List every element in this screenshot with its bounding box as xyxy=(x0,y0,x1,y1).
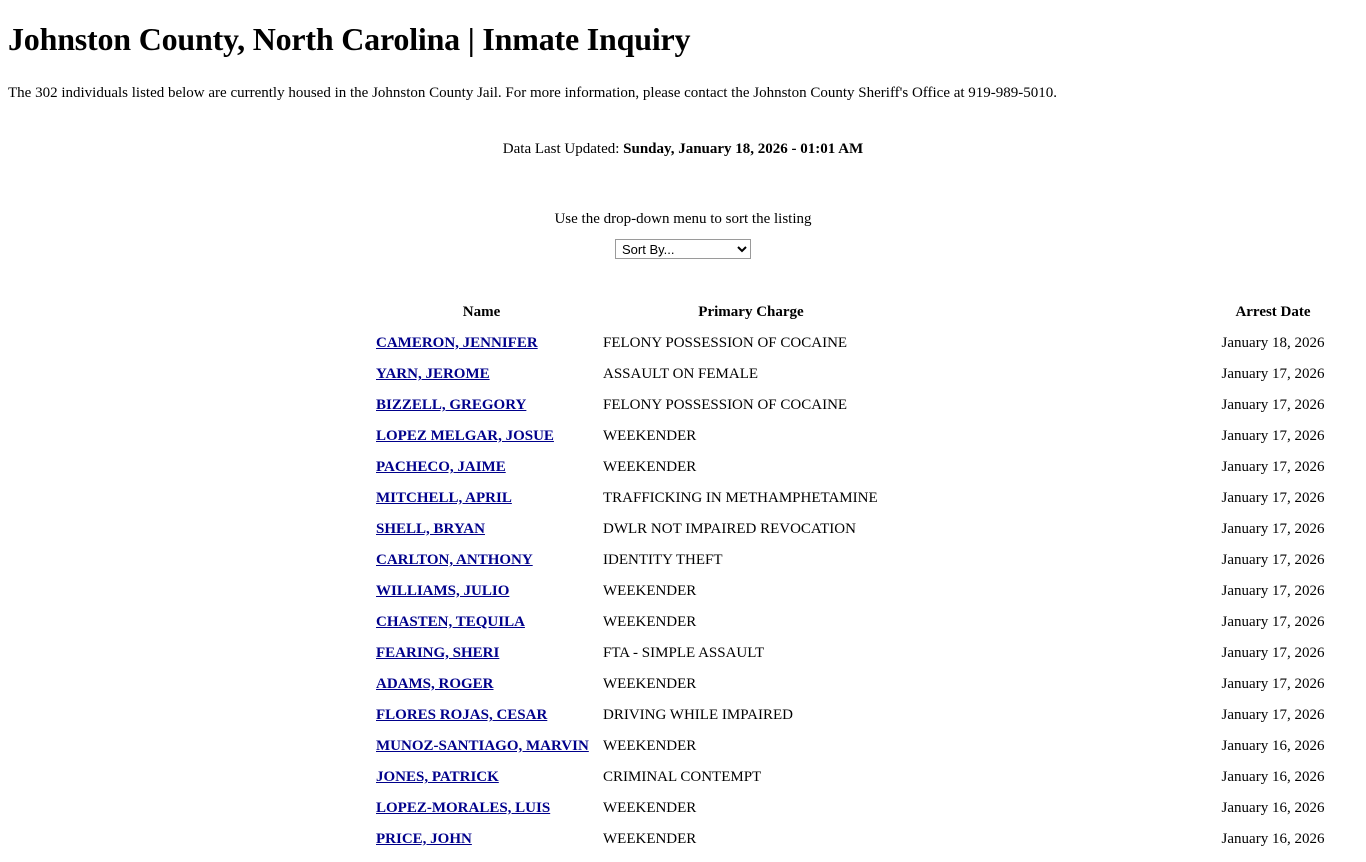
row-spacer-left xyxy=(8,544,368,575)
row-spacer-right xyxy=(899,575,1188,606)
cell-inmate-name xyxy=(368,482,595,513)
row-spacer-left xyxy=(8,327,368,358)
row-spacer-left xyxy=(8,823,368,854)
inmate-name-link[interactable]: CAMERON, JENNIFER xyxy=(376,334,538,351)
row-spacer-mid xyxy=(595,761,603,792)
header-name: Name xyxy=(462,303,501,320)
row-spacer-right xyxy=(899,668,1188,699)
cell-arrest-date: January 16, 2026 xyxy=(1221,737,1325,754)
table-row xyxy=(8,513,1358,544)
page-title: Johnston County, North Carolina | Inmate Inquiry xyxy=(8,21,691,57)
cell-primary-charge: WEEKENDER xyxy=(603,613,697,630)
cell-inmate-name xyxy=(368,730,595,761)
table-row xyxy=(8,389,1358,420)
cell-arrest-date: January 17, 2026 xyxy=(1221,613,1325,630)
row-spacer-right xyxy=(899,761,1188,792)
row-spacer-mid xyxy=(595,482,603,513)
table-row xyxy=(8,482,1358,513)
row-spacer-right xyxy=(899,823,1188,854)
cell-arrest-date: January 17, 2026 xyxy=(1221,644,1325,661)
cell-arrest-date: January 17, 2026 xyxy=(1221,520,1325,537)
row-spacer-right xyxy=(899,451,1188,482)
inmate-name-link[interactable]: MITCHELL, APRIL xyxy=(376,489,512,506)
row-spacer-left xyxy=(8,389,368,420)
table-row xyxy=(8,730,1358,761)
intro-text: The 302 individuals listed below are currently housed in the Johnston County Jail. For more information, please contact the Johnston County Sheriff's Office at 919-989-5010. xyxy=(8,84,1058,101)
inmate-name-link[interactable]: LOPEZ-MORALES, LUIS xyxy=(376,799,551,816)
cell-primary-charge: TRAFFICKING IN METHAMPHETAMINE xyxy=(603,489,878,506)
cell-inmate-name xyxy=(368,699,595,730)
row-spacer-right xyxy=(899,420,1188,451)
inmate-name-link[interactable]: MUNOZ-SANTIAGO, MARVIN xyxy=(376,737,589,754)
row-spacer-left xyxy=(8,513,368,544)
cell-inmate-name xyxy=(368,513,595,544)
table-row xyxy=(8,761,1358,792)
row-spacer-mid xyxy=(595,730,603,761)
table-row xyxy=(8,420,1358,451)
cell-primary-charge: CRIMINAL CONTEMPT xyxy=(603,768,762,785)
cell-inmate-name xyxy=(368,451,595,482)
table-row xyxy=(8,637,1358,668)
inmate-name-link[interactable]: CHASTEN, TEQUILA xyxy=(376,613,525,630)
table-row xyxy=(8,668,1358,699)
cell-inmate-name xyxy=(368,823,595,854)
cell-primary-charge: DWLR NOT IMPAIRED REVOCATION xyxy=(603,520,856,537)
inmate-name-link[interactable]: FLORES ROJAS, CESAR xyxy=(376,706,548,723)
row-spacer-left xyxy=(8,699,368,730)
sort-by-select[interactable] xyxy=(615,239,751,259)
cell-arrest-date: January 17, 2026 xyxy=(1221,396,1325,413)
cell-arrest-date: January 16, 2026 xyxy=(1221,830,1325,847)
row-spacer-mid xyxy=(595,358,603,389)
row-spacer-right xyxy=(899,389,1188,420)
row-spacer-left xyxy=(8,451,368,482)
row-spacer-mid xyxy=(595,699,603,730)
cell-inmate-name xyxy=(368,358,595,389)
row-spacer-mid xyxy=(595,575,603,606)
row-spacer-left xyxy=(8,575,368,606)
table-body xyxy=(8,327,1358,854)
cell-inmate-name xyxy=(368,668,595,699)
cell-primary-charge: WEEKENDER xyxy=(603,675,697,692)
table-row xyxy=(8,606,1358,637)
row-spacer-left xyxy=(8,761,368,792)
table-row xyxy=(8,358,1358,389)
row-spacer-right xyxy=(899,637,1188,668)
row-spacer-mid xyxy=(595,637,603,668)
row-spacer-left xyxy=(8,730,368,761)
row-spacer-right xyxy=(899,699,1188,730)
cell-primary-charge: WEEKENDER xyxy=(603,582,697,599)
inmate-name-link[interactable]: LOPEZ MELGAR, JOSUE xyxy=(376,427,554,444)
cell-arrest-date: January 17, 2026 xyxy=(1221,489,1325,506)
row-spacer-left xyxy=(8,358,368,389)
row-spacer-mid xyxy=(595,823,603,854)
cell-arrest-date: January 17, 2026 xyxy=(1221,427,1325,444)
header-primary-charge: Primary Charge xyxy=(698,303,804,320)
header-arrest-date: Arrest Date xyxy=(1235,303,1311,320)
cell-primary-charge: WEEKENDER xyxy=(603,427,697,444)
cell-inmate-name xyxy=(368,761,595,792)
inmate-name-link[interactable]: WILLIAMS, JULIO xyxy=(376,582,510,599)
table-row xyxy=(8,823,1358,854)
sort-hint-text: Use the drop-down menu to sort the listing xyxy=(554,210,812,227)
row-spacer-mid xyxy=(595,668,603,699)
row-spacer-right xyxy=(899,482,1188,513)
cell-arrest-date: January 17, 2026 xyxy=(1221,458,1325,475)
row-spacer-right xyxy=(899,730,1188,761)
header-spacer-mid xyxy=(595,303,603,327)
row-spacer-left xyxy=(8,668,368,699)
cell-arrest-date: January 17, 2026 xyxy=(1221,365,1325,382)
table-row xyxy=(8,575,1358,606)
cell-arrest-date: January 17, 2026 xyxy=(1221,706,1325,723)
row-spacer-mid xyxy=(595,389,603,420)
cell-inmate-name xyxy=(368,389,595,420)
inmate-name-link[interactable]: PACHECO, JAIME xyxy=(376,458,506,475)
cell-inmate-name xyxy=(368,792,595,823)
row-spacer-right xyxy=(899,606,1188,637)
inmate-name-link[interactable]: PRICE, JOHN xyxy=(376,830,472,847)
row-spacer-mid xyxy=(595,606,603,637)
cell-primary-charge: WEEKENDER xyxy=(603,458,697,475)
cell-arrest-date: January 17, 2026 xyxy=(1221,675,1325,692)
table-row xyxy=(8,451,1358,482)
cell-primary-charge: WEEKENDER xyxy=(603,737,697,754)
row-spacer-mid xyxy=(595,544,603,575)
inmate-name-link[interactable]: JONES, PATRICK xyxy=(376,768,499,785)
cell-primary-charge: IDENTITY THEFT xyxy=(603,551,723,568)
cell-primary-charge: ASSAULT ON FEMALE xyxy=(603,365,759,382)
row-spacer-left xyxy=(8,792,368,823)
last-updated-line xyxy=(8,140,1358,158)
row-spacer-left xyxy=(8,420,368,451)
row-spacer-right xyxy=(899,792,1188,823)
row-spacer-right xyxy=(899,544,1188,575)
inmate-table xyxy=(8,303,1358,854)
inmate-name-link[interactable]: SHELL, BRYAN xyxy=(376,520,485,537)
table-row xyxy=(8,327,1358,358)
cell-primary-charge: DRIVING WHILE IMPAIRED xyxy=(603,706,793,723)
cell-inmate-name xyxy=(368,575,595,606)
table-header xyxy=(8,303,1358,327)
table-header-row xyxy=(8,303,1358,327)
cell-primary-charge: FELONY POSSESSION OF COCAINE xyxy=(603,334,848,351)
cell-inmate-name xyxy=(368,544,595,575)
cell-inmate-name xyxy=(368,606,595,637)
table-row xyxy=(8,544,1358,575)
row-spacer-mid xyxy=(595,513,603,544)
cell-primary-charge: WEEKENDER xyxy=(603,799,697,816)
cell-inmate-name xyxy=(368,327,595,358)
inmate-name-link[interactable]: FEARING, SHERI xyxy=(376,644,500,661)
cell-arrest-date: January 16, 2026 xyxy=(1221,799,1325,816)
row-spacer-mid xyxy=(595,420,603,451)
row-spacer-right xyxy=(899,327,1188,358)
cell-arrest-date: January 17, 2026 xyxy=(1221,551,1325,568)
cell-primary-charge: FTA - SIMPLE ASSAULT xyxy=(603,644,765,661)
row-spacer-left xyxy=(8,606,368,637)
row-spacer-mid xyxy=(595,327,603,358)
header-spacer-left xyxy=(8,303,368,327)
row-spacer-mid xyxy=(595,451,603,482)
inmate-name-link[interactable]: YARN, JEROME xyxy=(376,365,490,382)
cell-inmate-name xyxy=(368,637,595,668)
cell-primary-charge: FELONY POSSESSION OF COCAINE xyxy=(603,396,848,413)
last-updated-value: Sunday, January 18, 2026 - 01:01 AM xyxy=(623,140,864,157)
sort-select-container xyxy=(8,239,1358,259)
row-spacer-right xyxy=(899,513,1188,544)
table-row xyxy=(8,792,1358,823)
table-row xyxy=(8,699,1358,730)
cell-arrest-date: January 16, 2026 xyxy=(1221,768,1325,785)
row-spacer-left xyxy=(8,637,368,668)
cell-inmate-name xyxy=(368,420,595,451)
row-spacer-mid xyxy=(595,792,603,823)
header-spacer-right xyxy=(899,303,1188,327)
inmate-name-link[interactable]: ADAMS, ROGER xyxy=(376,675,494,692)
inmate-name-link[interactable]: CARLTON, ANTHONY xyxy=(376,551,533,568)
last-updated-label: Data Last Updated: xyxy=(502,140,624,157)
row-spacer-left xyxy=(8,482,368,513)
cell-arrest-date: January 18, 2026 xyxy=(1221,334,1325,351)
row-spacer-right xyxy=(899,358,1188,389)
inmate-name-link[interactable]: BIZZELL, GREGORY xyxy=(376,396,527,413)
cell-primary-charge: WEEKENDER xyxy=(603,830,697,847)
cell-arrest-date: January 17, 2026 xyxy=(1221,582,1325,599)
